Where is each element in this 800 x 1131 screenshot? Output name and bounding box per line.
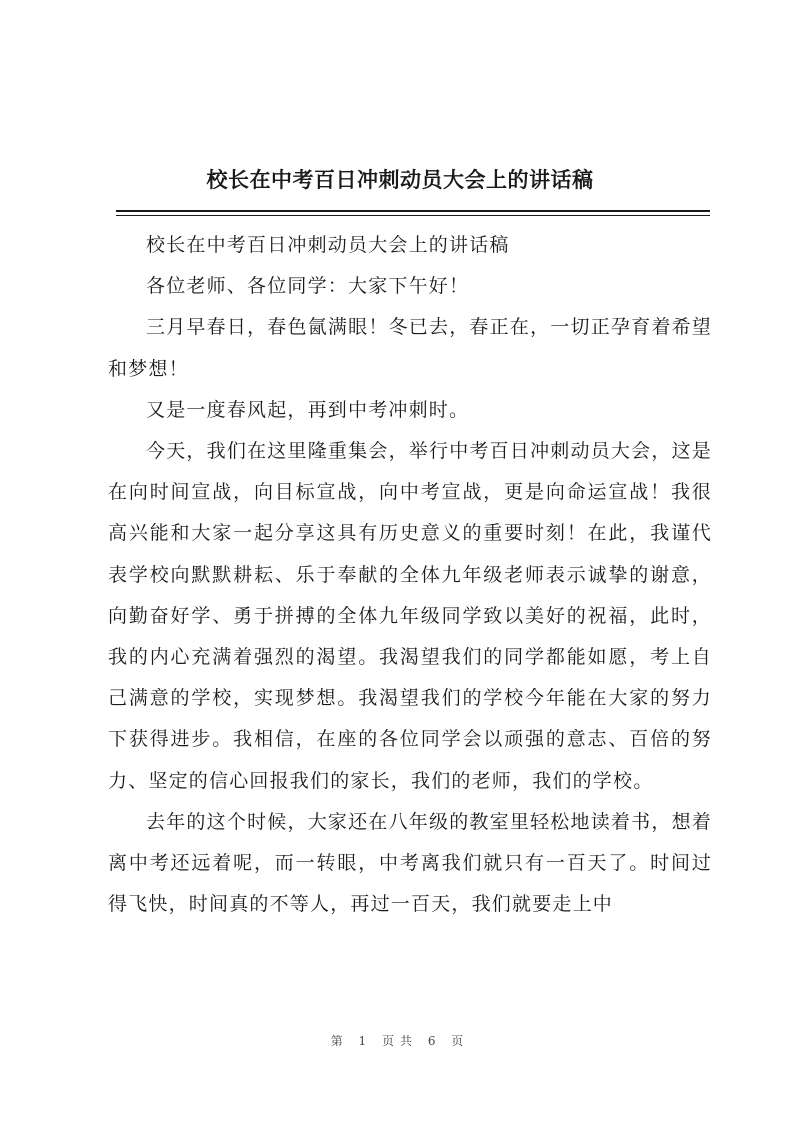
- paragraph: 各位老师、各位同学：大家下午好！: [146, 275, 470, 298]
- paragraph: 又是一度春风起，再到中考冲刺时。: [146, 398, 470, 421]
- title-divider: [116, 210, 710, 212]
- title-divider-thin: [116, 215, 710, 216]
- document-body: [108, 225, 712, 925]
- paragraph: 校长在中考百日冲刺动员大会上的讲话稿: [146, 234, 510, 256]
- page-number: 第 1 页共 6 页: [330, 1034, 470, 1048]
- paragraph: 三月早春日，春色氤满眼！冬已去，春正在，一切正孕育着希望和梦想！: [108, 316, 712, 380]
- paragraph: 去年的这个时候，大家还在八年级的教室里轻松地读着书，想着离中考还远着呢，而一转眼，中考离我们就只有一百天了。时间过得飞快，时间真的不等人，再过一百天，我们就要走上中: [108, 810, 712, 916]
- paragraph: 今天，我们在这里隆重集会，举行中考百日冲刺动员大会，这是在向时间宣战，向目标宣战，向中考宣战，更是向命运宣战！我很高兴能和大家一起分享这具有历史意义的重要时刻！在此，我谨代表学校向默默耕耘、乐于奉献的全体九年级老师表示诚挚的谢意，向勤奋好学、勇于拼搏的全体九年级同学致以美好的祝福，此时，我的内心充满着强烈的渴望。我渴望我们的同学都能如愿，考上自己满意的学校，实现梦想。我渴望我们的学校今年能在大家的努力下获得进步。我相信，在座的各位同学会以顽强的意志、百倍的努力、坚定的信心回报我们的家长，我们的老师，我们的学校。: [108, 440, 712, 792]
- document-title: 校长在中考百日冲刺动员大会上的讲话稿: [206, 167, 594, 192]
